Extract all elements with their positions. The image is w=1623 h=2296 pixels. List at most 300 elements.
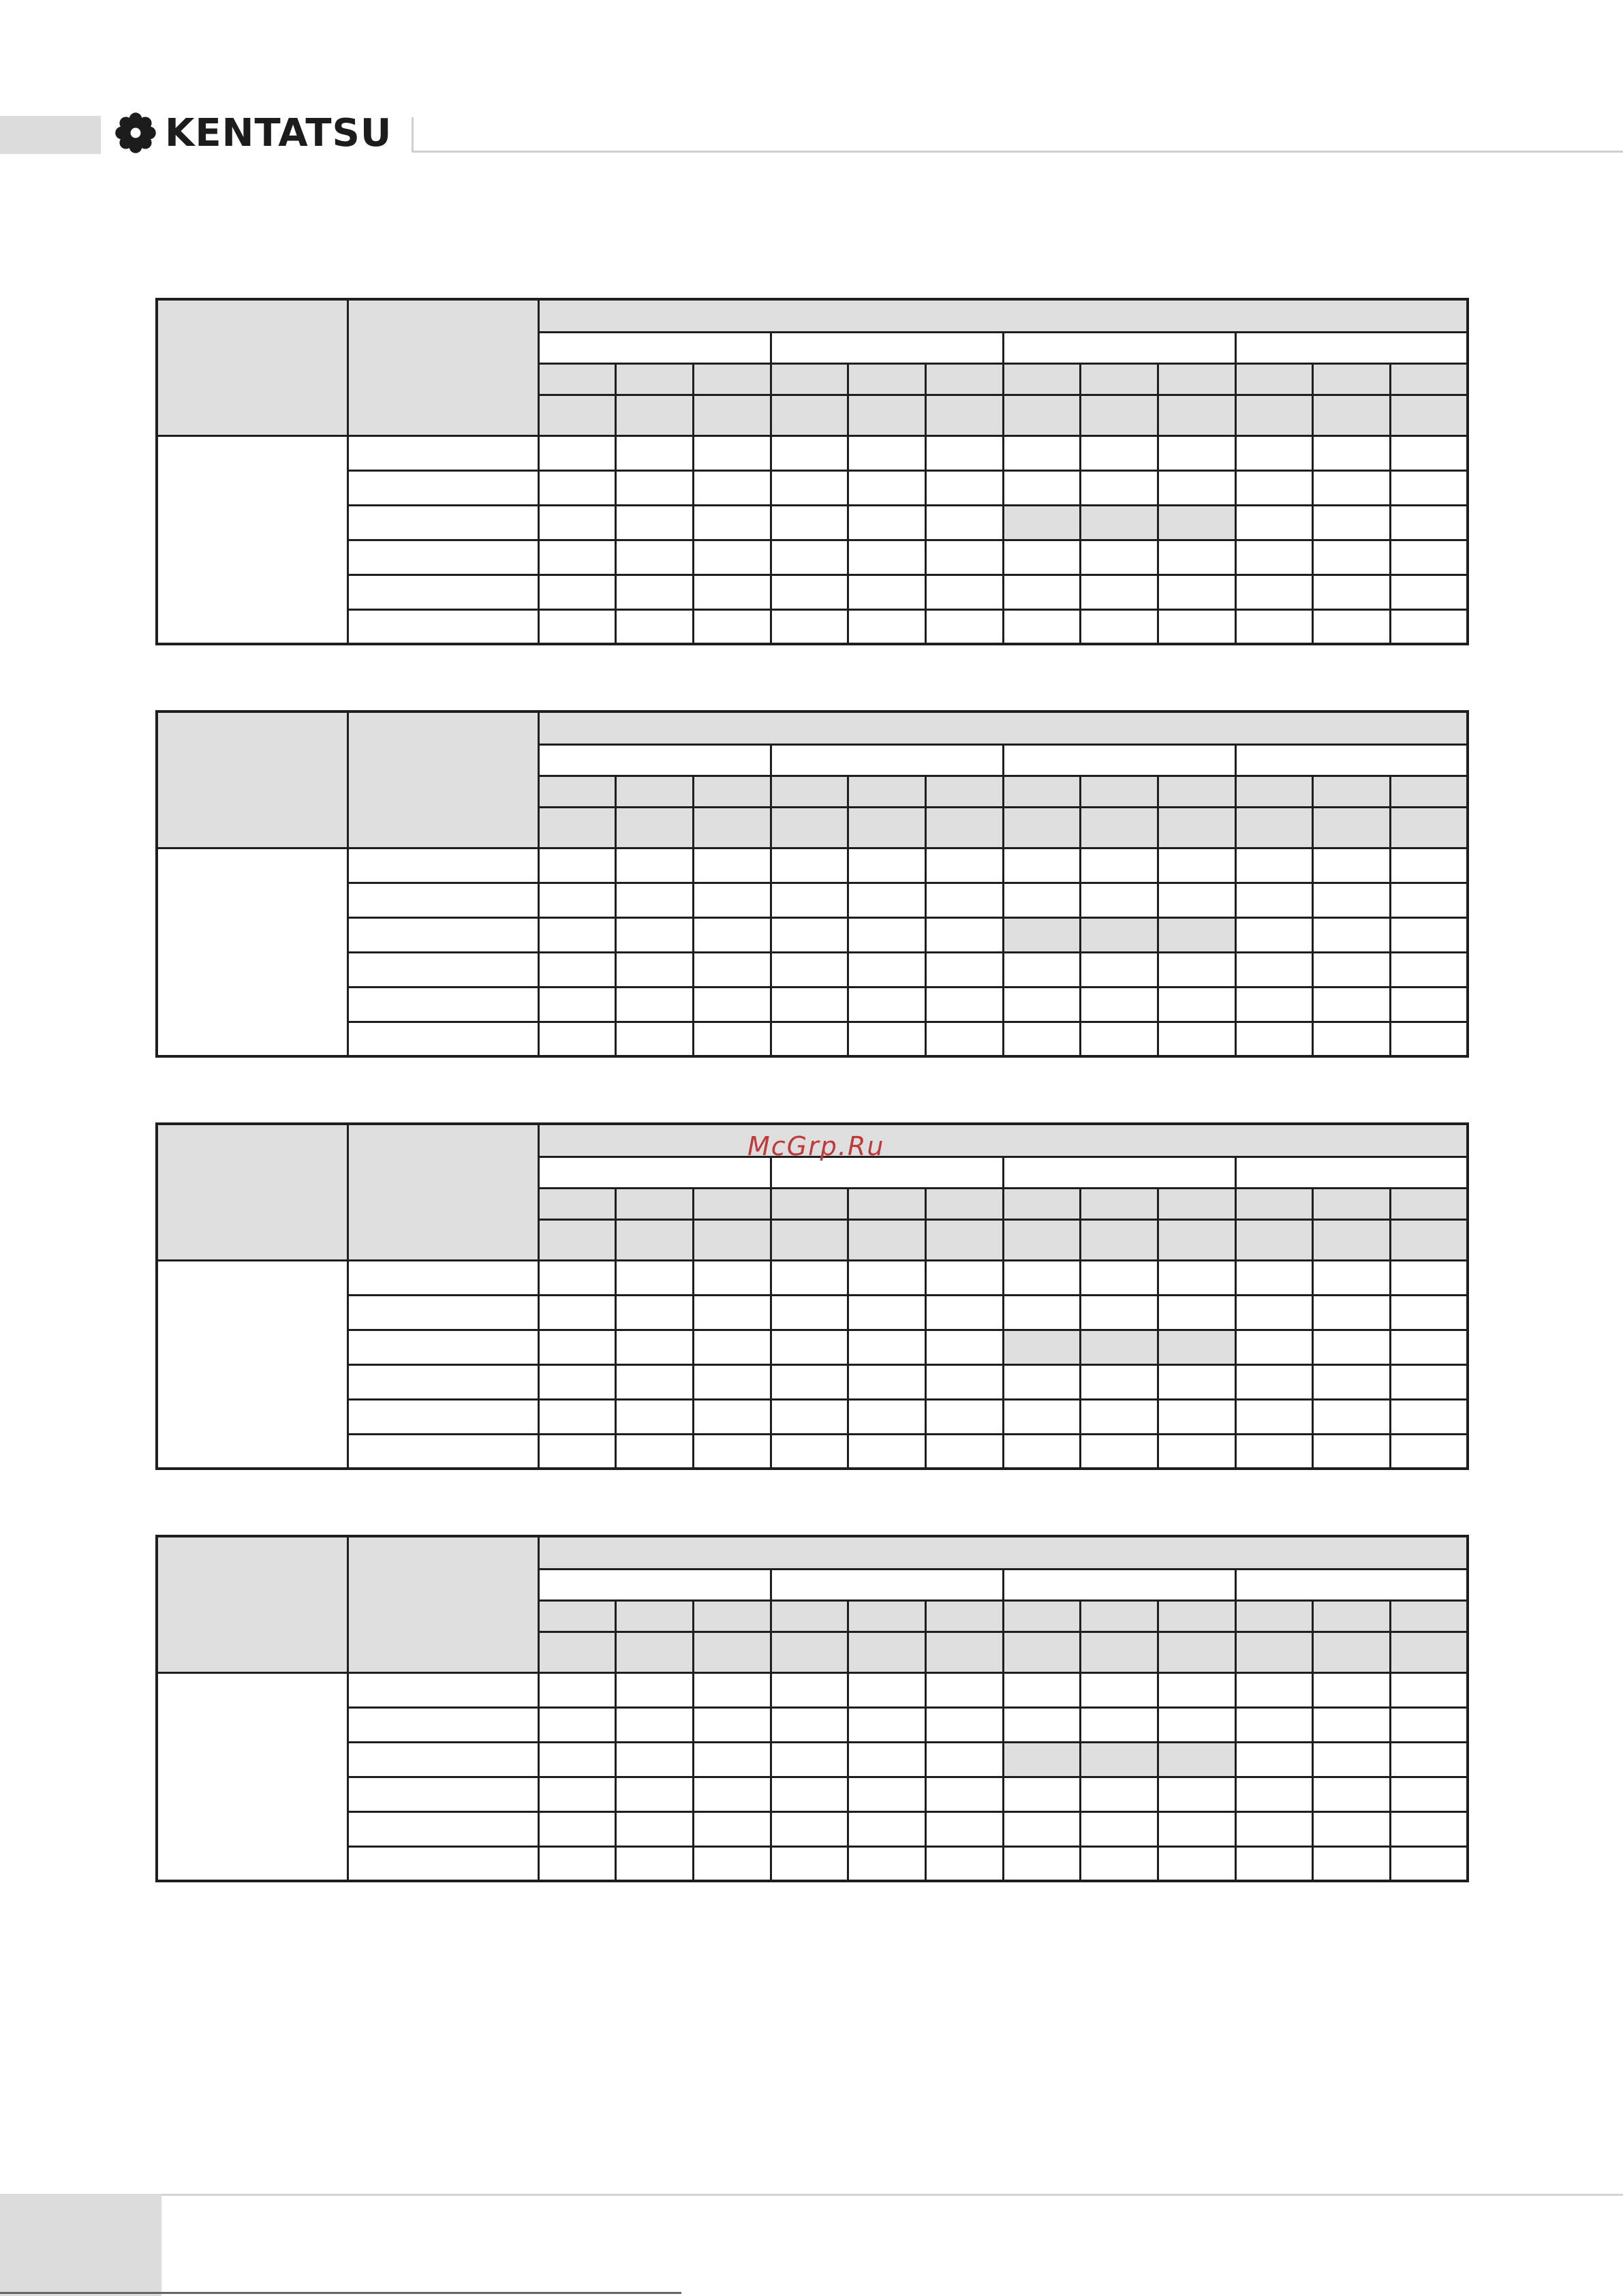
- table-cell: [616, 575, 694, 609]
- table-cell: [925, 952, 1003, 987]
- table-cell: [1081, 987, 1158, 1022]
- row-label-cell: [347, 575, 538, 609]
- table-cell: [1158, 470, 1236, 505]
- table-cell: [693, 1330, 771, 1364]
- header-sub-cell: [1313, 1219, 1391, 1260]
- table-cell: [1081, 540, 1158, 575]
- table-cell: [925, 848, 1003, 883]
- header-sub-cell: [616, 395, 694, 435]
- table-cell: [925, 540, 1003, 575]
- table-cell: [616, 1295, 694, 1330]
- table-cell: [925, 1399, 1003, 1434]
- table-cell: [925, 1364, 1003, 1399]
- table-cell: [616, 917, 694, 952]
- table-cell: [538, 1777, 616, 1811]
- header-sub-cell: [925, 363, 1003, 395]
- table-cell: [693, 917, 771, 952]
- table-cell: [925, 575, 1003, 609]
- table-row: [157, 987, 1468, 1022]
- table-cell: [925, 1330, 1003, 1364]
- table-cell: [1313, 952, 1391, 987]
- table-cell: [1313, 917, 1391, 952]
- row-label-cell: [347, 1846, 538, 1881]
- table-cell: [848, 435, 926, 470]
- table-cell: [1081, 883, 1158, 917]
- header-sub-cell: [616, 807, 694, 848]
- table-cell: [1391, 505, 1468, 540]
- footer-bottom-rule: [0, 2292, 681, 2294]
- table-cell: [616, 1811, 694, 1846]
- header-sub-cell: [848, 807, 926, 848]
- header-label-cell: [347, 1124, 538, 1260]
- header-sub-cell: [771, 1632, 848, 1672]
- table-cell: [1235, 1777, 1313, 1811]
- header-sub-cell: [1235, 807, 1313, 848]
- header-sub-cell: [616, 1188, 694, 1219]
- gear-flower-icon: [114, 112, 157, 154]
- header-group-cell: [1235, 1569, 1468, 1600]
- table-cell: [1391, 1399, 1468, 1434]
- table-cell: [1313, 1777, 1391, 1811]
- table-cell: [771, 1022, 848, 1056]
- header-sub-cell: [1391, 1600, 1468, 1632]
- header-sub-cell: [771, 1219, 848, 1260]
- header-sub-cell: [1003, 395, 1081, 435]
- table-cell: [538, 1399, 616, 1434]
- table-cell: [1081, 952, 1158, 987]
- table-cell: [848, 505, 926, 540]
- table-cell: [1003, 609, 1081, 644]
- table-cell: [693, 1777, 771, 1811]
- header-sub-cell: [1081, 1219, 1158, 1260]
- table-cell: [1313, 1434, 1391, 1469]
- header-sub-cell: [538, 1632, 616, 1672]
- table-cell: [1235, 1399, 1313, 1434]
- header-label-cell: [347, 299, 538, 435]
- row-label-cell: [347, 1022, 538, 1056]
- table-cell: [848, 1707, 926, 1742]
- table-cell: [1313, 1022, 1391, 1056]
- header-sub-cell: [1081, 1188, 1158, 1219]
- header-corner-cell: [157, 1536, 347, 1672]
- table-cell: [1158, 1811, 1236, 1846]
- header-sub-cell: [1235, 1219, 1313, 1260]
- header-sub-cell: [1235, 1632, 1313, 1672]
- header-corner-cell: [157, 1124, 347, 1260]
- table-cell: [1391, 848, 1468, 883]
- table-cell: [848, 987, 926, 1022]
- table-cell: [1158, 435, 1236, 470]
- table-cell: [1235, 1811, 1313, 1846]
- highlighted-cell: [1081, 1330, 1158, 1364]
- row-label-cell: [347, 609, 538, 644]
- header-sub-cell: [925, 395, 1003, 435]
- header-sub-cell: [1003, 1600, 1081, 1632]
- row-label-cell: [347, 1399, 538, 1434]
- table-cell: [693, 952, 771, 987]
- header-sub-cell: [538, 1600, 616, 1632]
- table-cell: [1081, 1295, 1158, 1330]
- header-corner-cell: [157, 299, 347, 435]
- table-cell: [1391, 883, 1468, 917]
- table-row: [157, 1811, 1468, 1846]
- table-cell: [693, 1707, 771, 1742]
- table-cell: [1003, 435, 1081, 470]
- table-cell: [616, 848, 694, 883]
- table-cell: [1313, 1742, 1391, 1777]
- header-group-cell: [538, 1569, 771, 1600]
- table-cell: [1003, 987, 1081, 1022]
- table-cell: [925, 435, 1003, 470]
- header-sub-cell: [1003, 1188, 1081, 1219]
- header-sub-cell: [1235, 1600, 1313, 1632]
- table-cell: [693, 1811, 771, 1846]
- table-cell: [693, 1022, 771, 1056]
- table-cell: [693, 505, 771, 540]
- table-row: [157, 575, 1468, 609]
- row-label-cell: [347, 1707, 538, 1742]
- table-cell: [925, 1846, 1003, 1881]
- table-cell: [616, 1434, 694, 1469]
- table-cell: [1081, 1364, 1158, 1399]
- table-cell: [616, 1022, 694, 1056]
- table-cell: [693, 575, 771, 609]
- table-cell: [848, 1295, 926, 1330]
- highlighted-cell: [1003, 917, 1081, 952]
- table-cell: [1391, 917, 1468, 952]
- header-group-cell: [1003, 332, 1235, 363]
- header-sub-cell: [848, 1219, 926, 1260]
- table-cell: [848, 1846, 926, 1881]
- table-cell: [1158, 540, 1236, 575]
- header-sub-cell: [1158, 1188, 1236, 1219]
- header-sub-cell: [771, 776, 848, 807]
- table-cell: [771, 883, 848, 917]
- footer-gray-block: [0, 2194, 161, 2296]
- header-sub-cell: [925, 807, 1003, 848]
- highlighted-cell: [1003, 1330, 1081, 1364]
- table-cell: [1158, 575, 1236, 609]
- table-row: [157, 1672, 1468, 1707]
- table-cell: [925, 1022, 1003, 1056]
- table-cell: [1003, 1811, 1081, 1846]
- table-cell: [538, 952, 616, 987]
- header-sub-cell: [693, 1600, 771, 1632]
- table-cell: [1235, 952, 1313, 987]
- table-cell: [1003, 1672, 1081, 1707]
- table-cell: [538, 1434, 616, 1469]
- table-cell: [1081, 575, 1158, 609]
- table-cell: [1313, 1399, 1391, 1434]
- table-cell: [1003, 470, 1081, 505]
- table-cell: [925, 1434, 1003, 1469]
- table-cell: [693, 435, 771, 470]
- table-cell: [1235, 1672, 1313, 1707]
- table-cell: [1158, 1707, 1236, 1742]
- table-cell: [1235, 848, 1313, 883]
- header-sub-cell: [693, 1188, 771, 1219]
- header-sub-cell: [925, 1632, 1003, 1672]
- table-cell: [616, 1672, 694, 1707]
- table-cell: [1391, 1811, 1468, 1846]
- table-cell: [1003, 1777, 1081, 1811]
- table-cell: [1081, 1434, 1158, 1469]
- table-cell: [1391, 987, 1468, 1022]
- table-cell: [771, 435, 848, 470]
- header-sub-cell: [1081, 807, 1158, 848]
- table-cell: [616, 952, 694, 987]
- header-span-cell: [538, 1536, 1468, 1569]
- table-row: [157, 1742, 1468, 1777]
- table-row: [157, 883, 1468, 917]
- table-row: [157, 1846, 1468, 1881]
- table-cell: [1391, 1777, 1468, 1811]
- table-cell: [616, 1364, 694, 1399]
- header-sub-cell: [616, 1632, 694, 1672]
- row-label-cell: [347, 1260, 538, 1295]
- table-cell: [538, 1364, 616, 1399]
- row-label-cell: [347, 470, 538, 505]
- highlighted-cell: [1158, 917, 1236, 952]
- table-cell: [771, 1672, 848, 1707]
- header-sub-cell: [1003, 776, 1081, 807]
- header-sub-cell: [1158, 363, 1236, 395]
- table-cell: [1158, 1022, 1236, 1056]
- row-label-cell: [347, 952, 538, 987]
- row-label-cell: [347, 917, 538, 952]
- table-cell: [1235, 987, 1313, 1022]
- table-cell: [1003, 1434, 1081, 1469]
- header-sub-cell: [1158, 776, 1236, 807]
- table-cell: [1313, 1364, 1391, 1399]
- table-cell: [1081, 1846, 1158, 1881]
- header-corner-cell: [157, 711, 347, 848]
- table-cell: [925, 505, 1003, 540]
- table-cell: [848, 952, 926, 987]
- row-label-cell: [347, 1777, 538, 1811]
- table-cell: [1313, 987, 1391, 1022]
- table-cell: [1391, 1846, 1468, 1881]
- table-cell: [1081, 1707, 1158, 1742]
- table-cell: [538, 1330, 616, 1364]
- table-cell: [1081, 435, 1158, 470]
- table-cell: [1158, 1399, 1236, 1434]
- table-cell: [1391, 952, 1468, 987]
- header-sub-cell: [1235, 395, 1313, 435]
- table-cell: [1158, 1434, 1236, 1469]
- row-label-cell: [347, 1295, 538, 1330]
- table-cell: [1235, 470, 1313, 505]
- table-cell: [771, 1846, 848, 1881]
- table-row: [157, 1399, 1468, 1434]
- table-cell: [1081, 470, 1158, 505]
- table-cell: [1003, 1364, 1081, 1399]
- row-label-cell: [347, 540, 538, 575]
- header-sub-cell: [1391, 395, 1468, 435]
- table-cell: [538, 1742, 616, 1777]
- header-sub-cell: [848, 776, 926, 807]
- table-cell: [1313, 470, 1391, 505]
- table-cell: [693, 883, 771, 917]
- table-cell: [925, 1707, 1003, 1742]
- table-cell: [848, 848, 926, 883]
- header-sub-cell: [616, 1219, 694, 1260]
- table-cell: [771, 1434, 848, 1469]
- table-cell: [1313, 540, 1391, 575]
- header-sub-cell: [616, 1600, 694, 1632]
- header-sub-cell: [771, 395, 848, 435]
- header-sub-cell: [1391, 1632, 1468, 1672]
- header-span-cell: [538, 1124, 1468, 1157]
- table-cell: [925, 470, 1003, 505]
- header-sub-cell: [1081, 1632, 1158, 1672]
- header-sub-cell: [1235, 776, 1313, 807]
- table-row: [157, 505, 1468, 540]
- table-cell: [848, 1672, 926, 1707]
- table-cell: [616, 1399, 694, 1434]
- table-cell: [538, 1846, 616, 1881]
- header-sub-cell: [1003, 363, 1081, 395]
- table-cell: [616, 1330, 694, 1364]
- table-cell: [1158, 1260, 1236, 1295]
- table-cell: [1313, 848, 1391, 883]
- table-row: [157, 1260, 1468, 1295]
- table-cell: [1235, 575, 1313, 609]
- table-cell: [1391, 1330, 1468, 1364]
- header-sub-cell: [1391, 807, 1468, 848]
- highlighted-cell: [1158, 505, 1236, 540]
- row-group-cell: [157, 1672, 347, 1881]
- table-cell: [925, 1260, 1003, 1295]
- table-cell: [1235, 1364, 1313, 1399]
- table-cell: [693, 1260, 771, 1295]
- table-cell: [1235, 435, 1313, 470]
- table-cell: [538, 917, 616, 952]
- table-cell: [616, 1846, 694, 1881]
- table-cell: [925, 987, 1003, 1022]
- table-cell: [925, 917, 1003, 952]
- data-table-4: [155, 1535, 1469, 1882]
- table-cell: [771, 1777, 848, 1811]
- table-cell: [1081, 1777, 1158, 1811]
- row-label-cell: [347, 987, 538, 1022]
- row-label-cell: [347, 1811, 538, 1846]
- table-cell: [1313, 1672, 1391, 1707]
- table-cell: [1235, 1330, 1313, 1364]
- data-table-2: [155, 710, 1469, 1058]
- table-cell: [693, 1364, 771, 1399]
- table-cell: [771, 987, 848, 1022]
- table-cell: [1313, 1260, 1391, 1295]
- header-group-cell: [1235, 332, 1468, 363]
- table-cell: [1081, 1260, 1158, 1295]
- table-cell: [771, 1707, 848, 1742]
- header-sub-cell: [616, 363, 694, 395]
- table-cell: [693, 987, 771, 1022]
- header-sub-cell: [925, 1600, 1003, 1632]
- data-table-1: [155, 298, 1469, 645]
- table-cell: [1235, 1846, 1313, 1881]
- table-cell: [616, 1777, 694, 1811]
- table-cell: [771, 952, 848, 987]
- table-row: [157, 540, 1468, 575]
- table-cell: [1391, 1295, 1468, 1330]
- table-cell: [616, 609, 694, 644]
- table-cell: [538, 1811, 616, 1846]
- header-group-cell: [538, 1157, 771, 1188]
- table-cell: [848, 917, 926, 952]
- table-cell: [693, 1742, 771, 1777]
- table-cell: [1003, 1295, 1081, 1330]
- header-sub-cell: [1313, 395, 1391, 435]
- header-sub-cell: [1235, 363, 1313, 395]
- table-cell: [538, 575, 616, 609]
- header-sub-cell: [1003, 1632, 1081, 1672]
- table-cell: [693, 1672, 771, 1707]
- table-cell: [616, 435, 694, 470]
- table-cell: [848, 1742, 926, 1777]
- table-cell: [538, 470, 616, 505]
- table-cell: [1313, 1707, 1391, 1742]
- table-cell: [848, 1364, 926, 1399]
- table-cell: [616, 987, 694, 1022]
- table-cell: [1003, 540, 1081, 575]
- header-sub-cell: [538, 1188, 616, 1219]
- table-row: [157, 1330, 1468, 1364]
- table-cell: [1158, 952, 1236, 987]
- table-cell: [693, 1295, 771, 1330]
- header-sub-cell: [538, 1219, 616, 1260]
- table-cell: [1391, 470, 1468, 505]
- table-row: [157, 609, 1468, 644]
- table-cell: [1313, 609, 1391, 644]
- table-row: [157, 470, 1468, 505]
- table-cell: [771, 540, 848, 575]
- table-cell: [538, 987, 616, 1022]
- header-sub-cell: [538, 776, 616, 807]
- header-sub-cell: [1081, 363, 1158, 395]
- table-cell: [771, 575, 848, 609]
- header-sub-cell: [1235, 1188, 1313, 1219]
- table-cell: [848, 1022, 926, 1056]
- table-cell: [925, 1777, 1003, 1811]
- header-sub-cell: [848, 395, 926, 435]
- table-cell: [1235, 609, 1313, 644]
- header-sub-cell: [1158, 1632, 1236, 1672]
- table-cell: [1391, 1260, 1468, 1295]
- header-sub-cell: [616, 776, 694, 807]
- row-label-cell: [347, 435, 538, 470]
- table-cell: [1235, 1260, 1313, 1295]
- table-cell: [1003, 1846, 1081, 1881]
- header-sub-cell: [538, 363, 616, 395]
- table-cell: [693, 540, 771, 575]
- table-cell: [1235, 1434, 1313, 1469]
- header-label-cell: [347, 711, 538, 848]
- header-group-cell: [1003, 1569, 1235, 1600]
- header-sub-cell: [925, 1188, 1003, 1219]
- table-cell: [1235, 540, 1313, 575]
- table-cell: [848, 470, 926, 505]
- table-cell: [693, 848, 771, 883]
- header-sub-cell: [1391, 1219, 1468, 1260]
- table-cell: [771, 470, 848, 505]
- table-cell: [693, 1399, 771, 1434]
- table-cell: [616, 1260, 694, 1295]
- table-cell: [616, 1742, 694, 1777]
- header-sub-cell: [693, 395, 771, 435]
- brand-logo: [114, 109, 392, 157]
